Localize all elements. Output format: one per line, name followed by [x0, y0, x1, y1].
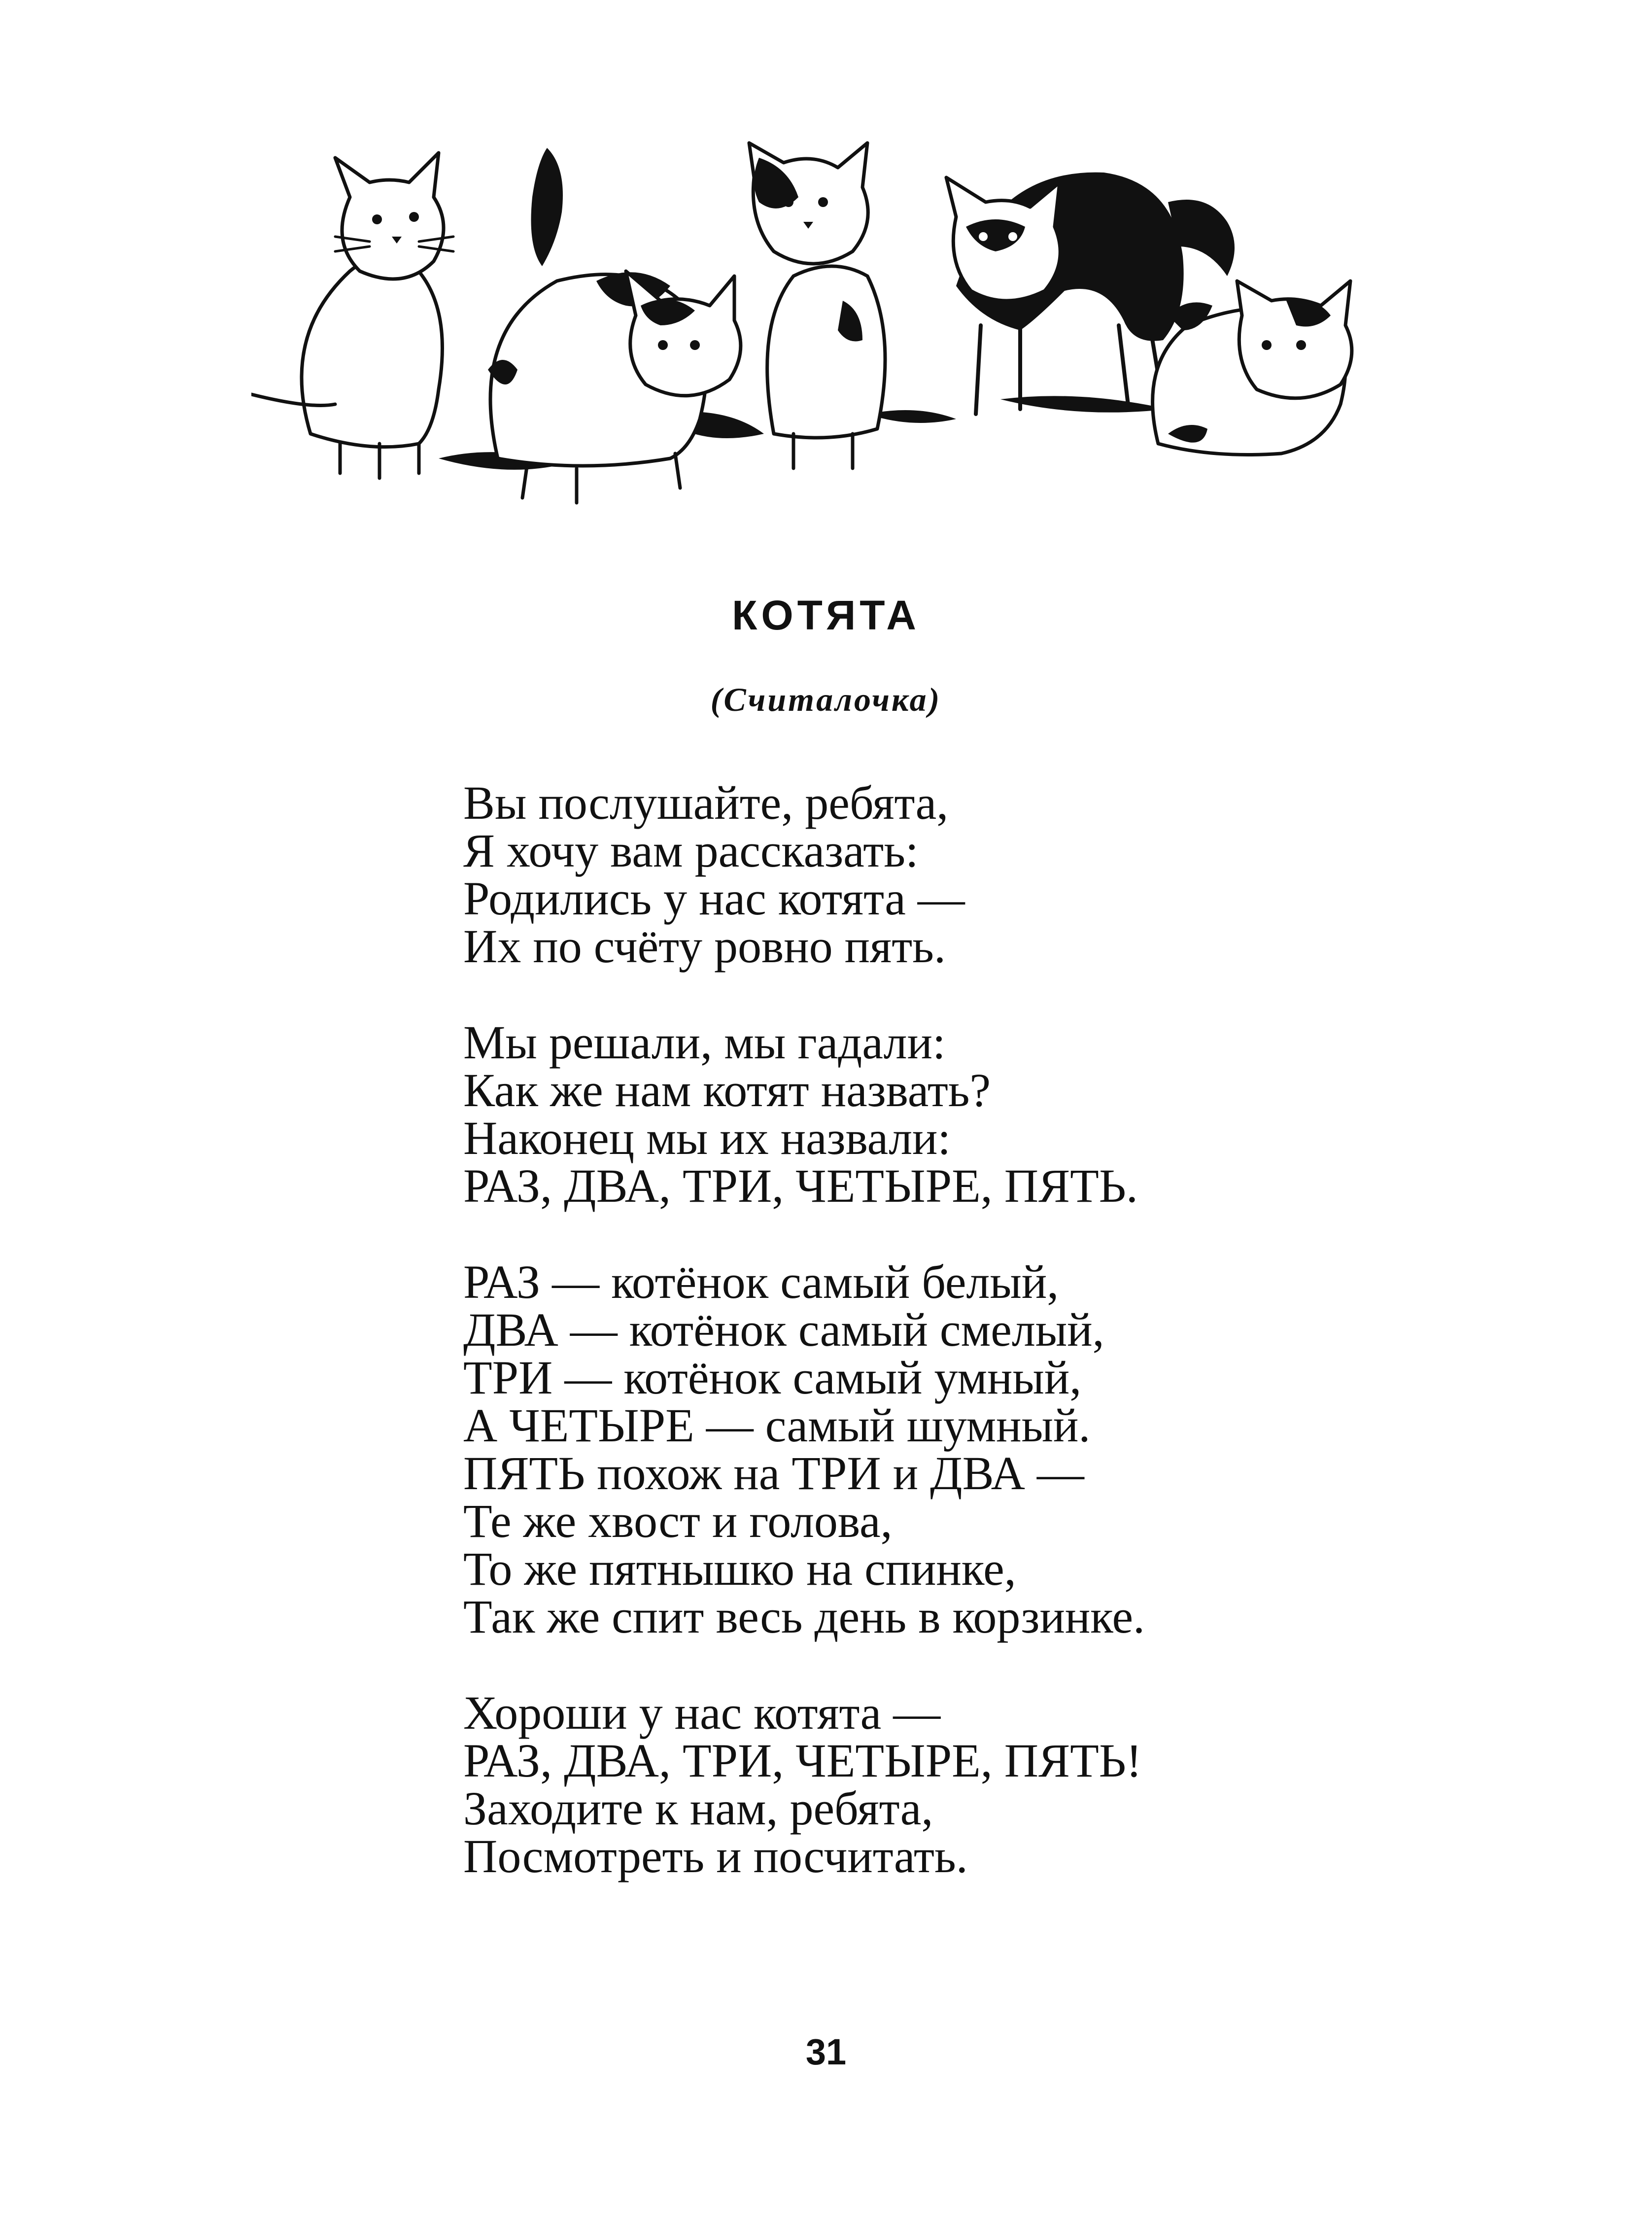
poem-line: То же пятнышко на спинке, — [463, 1542, 1016, 1595]
poem-line: Родились у нас котята — — [463, 872, 965, 925]
stanza-2 — [463, 1018, 1548, 1210]
stanza-1 — [463, 776, 1548, 973]
poem-line: ТРИ — котёнок самый умный, — [463, 1351, 1082, 1404]
poem-body — [463, 776, 1548, 1928]
poem-line: Хороши у нас котята — — [463, 1686, 941, 1739]
poem-title: КОТЯТА — [732, 592, 920, 638]
page-number: 31 — [805, 2031, 847, 2072]
kitten-crouching — [1153, 281, 1352, 455]
kittens-illustration-icon — [251, 138, 1405, 518]
poem-line: ДВА — котёнок самый смелый, — [463, 1303, 1104, 1356]
poem-line: РАЗ — котёнок самый белый, — [463, 1256, 1059, 1308]
kitten-white — [251, 153, 453, 478]
kitten-sitting — [749, 143, 885, 468]
poem-line: Как же нам котят назвать? — [463, 1064, 991, 1116]
poem-line: Их по счёту ровно пять. — [463, 920, 946, 973]
poem-line: ПЯТЬ похож на ТРИ и ДВА — — [463, 1447, 1084, 1500]
poem-subtitle: (Считалочка) — [710, 681, 942, 718]
poem-line: Я хочу вам рассказать: — [463, 824, 919, 877]
poem-line: Так же спит весь день в корзинке. — [463, 1590, 1145, 1643]
kitten-spotted — [488, 148, 741, 503]
stanza-3 — [463, 1256, 1548, 1643]
poem-line: Заходите к нам, ребята, — [463, 1782, 933, 1835]
poem-line: РАЗ, ДВА, ТРИ, ЧЕТЫРЕ, ПЯТЬ! — [463, 1734, 1142, 1787]
poem-line: Вы послушайте, ребята, — [463, 776, 949, 829]
poem-line: Наконец мы их назвали: — [463, 1112, 951, 1164]
poem-line: РАЗ, ДВА, ТРИ, ЧЕТЫРЕ, ПЯТЬ. — [463, 1159, 1138, 1212]
poem-line: Те же хвост и голова, — [463, 1495, 893, 1547]
poem-line: А ЧЕТЫРЕ — самый шумный. — [463, 1399, 1091, 1452]
poem-line: Мы решали, мы гадали: — [463, 1016, 946, 1069]
poem-line: Посмотреть и посчитать. — [463, 1830, 968, 1883]
stanza-4 — [463, 1686, 1548, 1883]
